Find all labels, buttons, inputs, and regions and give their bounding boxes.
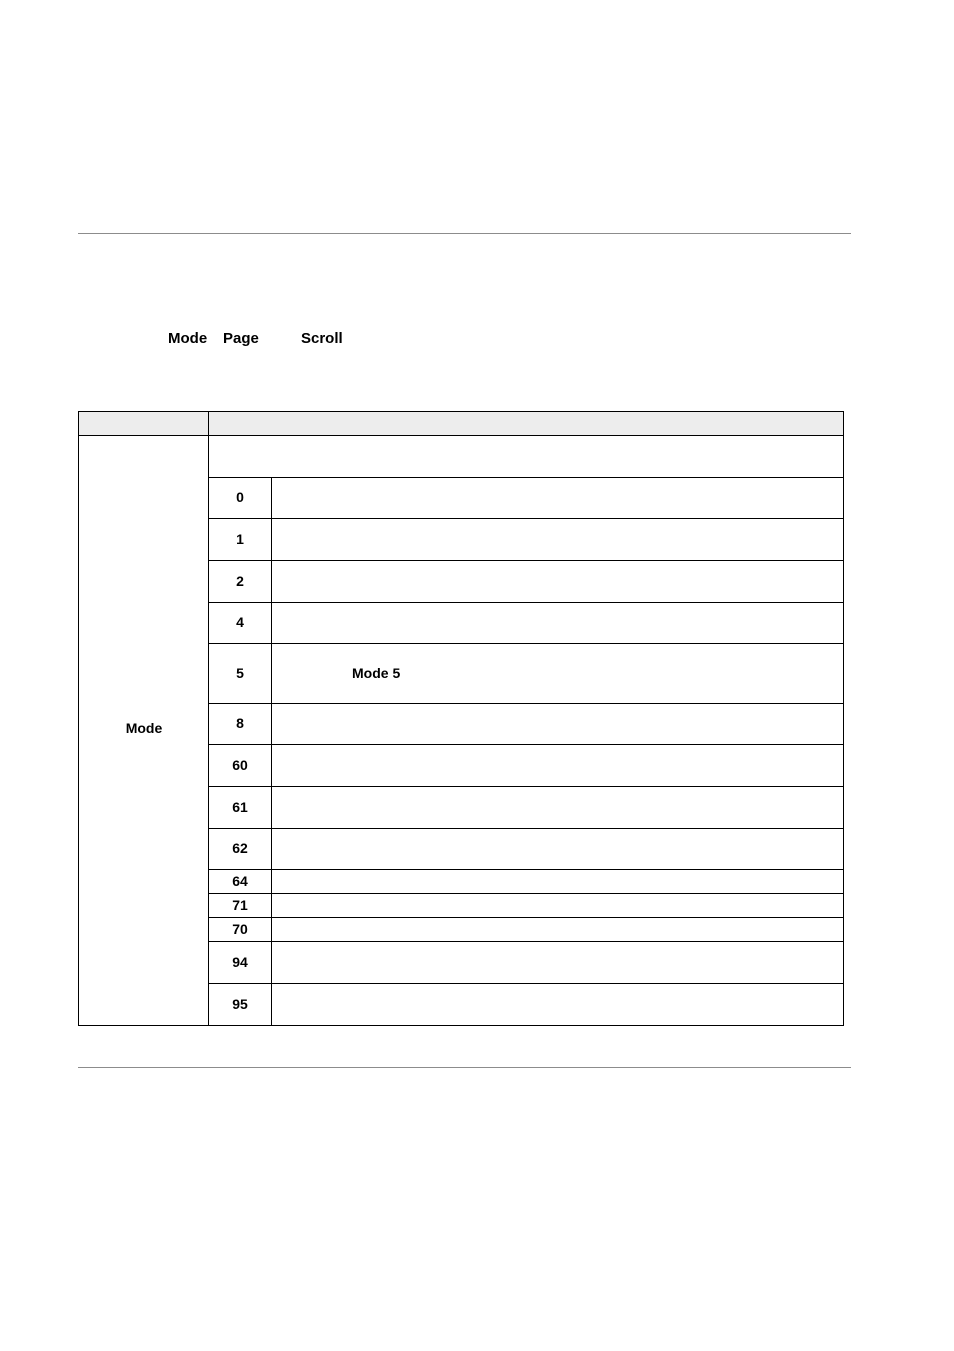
row-line: [208, 602, 843, 603]
intro-mode-term: Mode: [168, 330, 208, 347]
mode-value: 4: [236, 614, 244, 630]
row-line: [208, 893, 843, 894]
mode-value: 60: [232, 757, 248, 773]
mode-value: 71: [232, 897, 248, 913]
mode-value: 61: [232, 799, 248, 815]
row-line: [208, 477, 843, 478]
mode-value: 62: [232, 840, 248, 856]
mode-value: 0: [236, 489, 244, 505]
mode-value: 8: [236, 715, 244, 731]
row-line: [208, 744, 843, 745]
intro-scroll-term: Scroll: [301, 330, 343, 347]
row-line: [208, 983, 843, 984]
mode-value: 94: [232, 954, 248, 970]
mode-value: 70: [232, 921, 248, 937]
mode-value: 5: [236, 665, 244, 681]
mode-description: Mode 5: [352, 665, 401, 681]
table-header-row: [79, 412, 843, 436]
row-line: [208, 941, 843, 942]
row-line: [208, 643, 843, 644]
mode-value: 64: [232, 873, 248, 889]
mode-value: 1: [236, 531, 244, 547]
mode-value: 95: [232, 996, 248, 1012]
bottom-divider: [78, 1067, 851, 1068]
row-line: [208, 560, 843, 561]
row-line: [208, 828, 843, 829]
row-line: [208, 786, 843, 787]
mode-parameter-table: [78, 411, 844, 1026]
row-line: [208, 917, 843, 918]
intro-page-term: Page: [223, 330, 259, 347]
row-line: [208, 703, 843, 704]
parameter-name-mode: Mode: [125, 720, 163, 736]
top-divider: [78, 233, 851, 234]
row-line: [208, 518, 843, 519]
row-line: [208, 869, 843, 870]
mode-value: 2: [236, 573, 244, 589]
